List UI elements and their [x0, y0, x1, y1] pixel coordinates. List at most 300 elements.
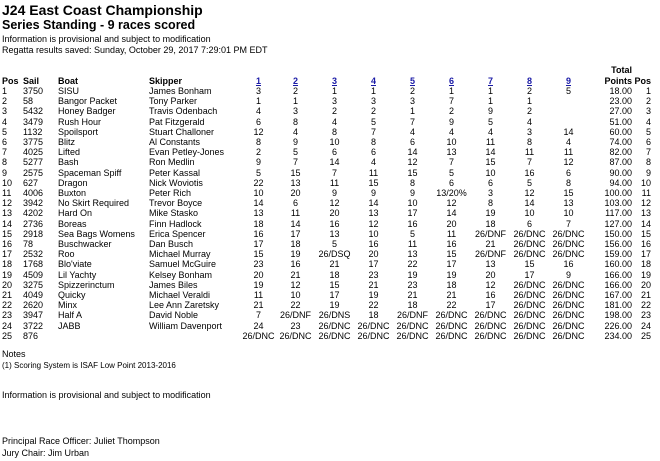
race-5-link[interactable]: 5 [409, 75, 415, 86]
cell-sail: 876 [23, 330, 39, 341]
cell-skipper: Trevor Boyce [149, 198, 203, 209]
cell-sail: 2620 [23, 300, 44, 311]
cell-pos: 24 [2, 320, 13, 331]
cell-pos-right: 22 [640, 300, 651, 311]
cell-race-2: 5 [292, 147, 298, 158]
cell-race-1: 22 [253, 177, 264, 188]
cell-race-5: 14 [407, 147, 418, 158]
cell-race-4: 23 [368, 269, 379, 280]
cell-total-points: 90.00 [609, 167, 632, 178]
cell-total-points: 159.00 [604, 249, 632, 260]
cell-boat: Blitz [58, 137, 76, 148]
cell-sail: 2575 [23, 167, 44, 178]
cell-boat: Minx [58, 300, 78, 311]
cell-race-5: 26/DNC [396, 320, 429, 331]
table-row [2, 127, 651, 137]
table-row [2, 300, 651, 310]
cell-race-8: 26/DNC [513, 239, 546, 250]
cell-skipper: Stuart Challoner [149, 126, 215, 137]
table-row [2, 96, 651, 106]
cell-pos-right: 18 [640, 259, 651, 270]
cell-race-1: 8 [255, 137, 261, 148]
cell-skipper: Ron Medlin [149, 157, 195, 168]
cell-race-3: 8 [331, 126, 337, 137]
notes-heading: Notes [2, 349, 26, 359]
cell-skipper: Mike Stasko [149, 208, 199, 219]
cell-race-5: 19 [407, 269, 418, 280]
table-row [2, 147, 651, 157]
cell-pos-right: 12 [640, 198, 651, 209]
cell-pos: 13 [2, 208, 13, 219]
cell-skipper: Michael Murray [149, 249, 211, 260]
cell-race-6: 16 [446, 239, 457, 250]
cell-race-2: 6 [292, 198, 298, 209]
cell-race-9 [549, 106, 588, 116]
cell-race-9: 8 [565, 177, 571, 188]
cell-pos-right: 5 [645, 126, 651, 137]
cell-race-5: 1 [409, 106, 415, 117]
cell-race-9: 26/DNC [552, 330, 585, 341]
col-header-pos: Pos [2, 75, 19, 86]
cell-race-2: 22 [290, 300, 301, 311]
cell-race-7: 20 [485, 269, 496, 280]
cell-race-4: 21 [368, 279, 379, 290]
cell-race-1: 5 [255, 167, 261, 178]
cell-race-6: 26/DNC [435, 320, 468, 331]
cell-sail: 3775 [23, 137, 44, 148]
cell-sail: 5277 [23, 157, 44, 168]
cell-skipper: Peter Kassal [149, 167, 201, 178]
cell-pos-right: 8 [645, 157, 651, 168]
cell-race-2: 17 [290, 228, 301, 239]
cell-race-1: 17 [253, 239, 264, 250]
total-label: Total [611, 65, 632, 75]
cell-race-4: 6 [370, 147, 376, 158]
table-row [2, 198, 651, 208]
cell-skipper: Nick Woviotis [149, 177, 203, 188]
cell-skipper: Kelsey Bonham [149, 269, 213, 280]
cell-sail: 627 [23, 177, 39, 188]
cell-race-7: 21 [485, 239, 496, 250]
cell-boat: Buschwacker [58, 239, 112, 250]
cell-race-6: 26/DNC [435, 310, 468, 321]
cell-race-9 [549, 117, 588, 127]
cell-sail: 3942 [23, 198, 44, 209]
cell-sail: 1132 [23, 126, 43, 137]
table-row [2, 137, 651, 147]
cell-pos-right: 9 [645, 167, 651, 178]
table-row [2, 157, 651, 167]
cell-pos-right: 16 [640, 239, 651, 250]
cell-total-points: 94.00 [609, 177, 632, 188]
cell-skipper: Travis Odenbach [149, 106, 218, 117]
cell-total-points: 18.00 [609, 86, 632, 96]
table-row [2, 168, 651, 178]
cell-race-6: 10 [446, 137, 457, 148]
table-row [2, 188, 651, 198]
cell-race-2: 3 [292, 106, 298, 117]
cell-race-5: 23 [407, 279, 418, 290]
cell-race-4: 7 [370, 126, 376, 137]
cell-skipper: Michael Veraldi [149, 290, 211, 301]
cell-race-4: 18 [368, 310, 379, 321]
cell-race-4: 20 [368, 249, 379, 260]
cell-race-3: 16 [329, 218, 340, 229]
cell-total-points: 166.00 [604, 279, 632, 290]
cell-race-7: 26/DNC [474, 320, 507, 331]
cell-pos: 4 [2, 116, 8, 127]
cell-race-8: 12 [524, 188, 535, 199]
cell-skipper: Pat Fitzgerald [149, 116, 205, 127]
cell-boat: Rush Hour [58, 116, 102, 127]
cell-race-7: 1 [487, 86, 493, 96]
cell-race-9 [549, 96, 588, 106]
cell-race-2: 1 [292, 96, 298, 107]
cell-race-4: 8 [370, 137, 376, 148]
cell-race-6: 18 [446, 279, 457, 290]
cell-race-4: 1 [370, 86, 376, 96]
col-header-pos-right: Pos [634, 75, 651, 86]
cell-race-6: 4 [448, 126, 454, 137]
cell-race-7: 26/DNC [474, 310, 507, 321]
table-row [2, 321, 651, 331]
cell-total-points: 226.00 [604, 320, 632, 331]
table-row [2, 270, 651, 280]
cell-sail: 4049 [23, 290, 44, 301]
cell-race-3: 10 [329, 137, 340, 148]
cell-pos: 7 [2, 147, 8, 158]
cell-race-8: 3 [526, 126, 532, 137]
cell-boat: JABB [58, 320, 81, 331]
cell-pos-right: 23 [640, 310, 651, 321]
cell-race-5: 3 [409, 96, 415, 107]
cell-race-6: 2 [448, 106, 454, 117]
cell-total-points: 127.00 [604, 218, 632, 229]
cell-race-4: 10 [368, 228, 379, 239]
cell-race-5: 8 [409, 177, 415, 188]
cell-boat: SISU [58, 86, 80, 96]
cell-race-9: 12 [563, 157, 574, 168]
cell-total-points: 166.00 [604, 269, 632, 280]
cell-race-7: 16 [485, 290, 496, 301]
cell-pos: 22 [2, 300, 13, 311]
cell-race-4: 15 [368, 177, 379, 188]
table-row [2, 106, 651, 116]
table-row [2, 117, 651, 127]
cell-pos: 19 [2, 269, 13, 280]
cell-race-1: 16 [253, 228, 264, 239]
cell-pos: 18 [2, 259, 13, 270]
table-row [2, 219, 651, 229]
cell-race-8: 26/DNC [513, 279, 546, 290]
col-header-sail: Sail [23, 75, 40, 86]
cell-race-3: 4 [331, 116, 337, 127]
cell-pos: 5 [2, 126, 8, 137]
cell-total-points: 82.00 [609, 147, 632, 158]
cell-sail: 78 [23, 239, 34, 250]
cell-sail: 4006 [23, 188, 44, 199]
cell-boat: Quicky [58, 290, 86, 301]
cell-race-5: 13 [407, 249, 418, 260]
cell-race-4: 14 [368, 198, 379, 209]
cell-race-3: 5 [331, 239, 337, 250]
cell-total-points: 150.00 [604, 228, 632, 239]
cell-pos-right: 14 [640, 218, 651, 229]
race-1-link[interactable]: 1 [255, 75, 261, 86]
cell-race-6: 14 [446, 208, 457, 219]
cell-race-1: 6 [255, 116, 261, 127]
cell-race-7: 26/DNC [474, 330, 507, 341]
cell-race-5: 11 [407, 239, 418, 250]
cell-race-3: 2 [331, 106, 337, 117]
cell-sail: 2918 [23, 228, 44, 239]
race-8-link[interactable]: 8 [526, 75, 532, 86]
cell-race-9: 5 [565, 86, 571, 96]
cell-race-8: 2 [526, 106, 532, 117]
provisional-notice-footer: Information is provisional and subject to modification [2, 390, 211, 400]
cell-race-9: 26/DNC [552, 279, 585, 290]
cell-skipper: Samuel McGuire [149, 259, 217, 270]
cell-total-points: 103.00 [604, 198, 632, 209]
cell-race-8: 4 [526, 116, 532, 127]
cell-race-7: 9 [487, 106, 493, 117]
cell-race-7: 12 [485, 279, 496, 290]
table-row [2, 86, 651, 96]
cell-pos-right: 19 [640, 269, 651, 280]
cell-pos: 17 [2, 249, 13, 260]
cell-boat: Spoilsport [58, 126, 99, 137]
cell-boat: Dragon [58, 177, 88, 188]
cell-pos: 20 [2, 279, 13, 290]
cell-skipper: James Bonham [149, 86, 212, 96]
cell-race-5: 5 [409, 228, 415, 239]
cell-race-4: 26/DNC [357, 330, 390, 341]
cell-race-1: 18 [253, 218, 264, 229]
cell-race-8: 26/DNC [513, 310, 546, 321]
cell-race-6: 9 [448, 116, 454, 127]
cell-race-2: 9 [292, 137, 298, 148]
cell-pos-right: 20 [640, 279, 651, 290]
cell-race-6: 20 [446, 218, 457, 229]
cell-race-4: 13 [368, 208, 379, 219]
race-2-link[interactable]: 2 [292, 75, 298, 86]
cell-race-3: 26/DNS [318, 310, 351, 321]
cell-skipper: James Biles [149, 279, 198, 290]
cell-skipper: Erica Spencer [149, 228, 206, 239]
cell-race-1: 19 [253, 279, 264, 290]
cell-race-1: 26/DNC [242, 330, 275, 341]
cell-race-9: 4 [565, 137, 571, 148]
cell-race-6: 7 [448, 157, 454, 168]
cell-skipper [149, 331, 241, 341]
table-row [2, 259, 651, 269]
cell-total-points: 198.00 [604, 310, 632, 321]
cell-pos: 2 [2, 96, 8, 107]
cell-pos: 25 [2, 330, 13, 341]
cell-race-7: 10 [485, 167, 496, 178]
cell-race-7: 4 [487, 126, 493, 137]
cell-race-8: 16 [524, 167, 535, 178]
cell-race-2: 26/DNF [279, 310, 311, 321]
cell-race-9: 15 [563, 188, 574, 199]
cell-race-9: 26/DNC [552, 249, 585, 260]
cell-race-1: 3 [255, 86, 261, 96]
cell-total-points: 87.00 [609, 157, 632, 168]
cell-pos: 21 [2, 290, 13, 301]
cell-race-8: 26/DNC [513, 320, 546, 331]
cell-race-3: 15 [329, 279, 340, 290]
cell-pos-right: 11 [641, 188, 651, 199]
cell-race-6: 15 [446, 249, 457, 260]
cell-race-2: 26/DNC [279, 330, 312, 341]
cell-pos-right: 3 [645, 106, 651, 117]
cell-race-3: 3 [331, 96, 337, 107]
cell-race-3: 9 [331, 188, 337, 199]
cell-race-7: 6 [487, 177, 493, 188]
cell-pos: 9 [2, 167, 8, 178]
cell-race-5: 10 [407, 198, 418, 209]
cell-race-8: 26/DNC [513, 290, 546, 301]
cell-race-4: 17 [368, 259, 379, 270]
race-6-link[interactable]: 6 [448, 75, 454, 86]
cell-total-points: 167.00 [604, 290, 632, 301]
cell-race-6: 13 [446, 147, 457, 158]
cell-race-2: 7 [292, 157, 298, 168]
cell-race-5: 9 [409, 188, 415, 199]
cell-race-7: 8 [487, 198, 493, 209]
cell-race-2: 19 [290, 249, 301, 260]
cell-race-6: 11 [446, 228, 457, 239]
cell-race-9: 13 [563, 198, 574, 209]
cell-race-4: 5 [370, 116, 376, 127]
cell-race-7: 17 [485, 300, 496, 311]
cell-race-2: 13 [290, 177, 301, 188]
cell-race-7: 26/DNF [474, 228, 506, 239]
cell-pos-right: 13 [640, 208, 651, 219]
principal-race-officer: Principal Race Officer: Juliet Thompson [2, 436, 160, 446]
cell-race-4: 16 [368, 239, 379, 250]
table-row [2, 249, 651, 259]
cell-race-5: 4 [409, 126, 415, 137]
cell-race-2: 20 [290, 188, 301, 199]
race-9-link[interactable]: 9 [565, 75, 571, 86]
jury-chair: Jury Chair: Jim Urban [2, 448, 90, 458]
cell-boat: Lifted [58, 147, 81, 158]
race-3-link[interactable]: 3 [331, 75, 337, 86]
cell-race-4: 26/DNC [357, 320, 390, 331]
cell-race-6: 7 [448, 96, 454, 107]
cell-race-1: 21 [253, 300, 264, 311]
col-header-race-8 [510, 65, 549, 86]
cell-total-points: 27.00 [609, 106, 632, 117]
cell-skipper: Lee Ann Zaretsky [149, 300, 220, 311]
cell-race-9: 26/DNC [552, 228, 585, 239]
cell-boat: Bangor Packet [58, 96, 118, 107]
race-7-link[interactable]: 7 [487, 75, 493, 86]
cell-race-1: 2 [255, 147, 261, 158]
cell-skipper: Peter Rich [149, 188, 192, 199]
cell-race-1: 12 [253, 126, 264, 137]
cell-race-9: 7 [565, 218, 571, 229]
series-subtitle: Series Standing - 9 races scored [2, 18, 196, 32]
col-header-boat: Boat [58, 75, 78, 86]
results-body [2, 86, 651, 341]
cell-total-points: 60.00 [609, 126, 632, 137]
cell-pos: 8 [2, 157, 8, 168]
page-title: J24 East Coast Championship [2, 2, 203, 18]
cell-race-6: 19 [446, 269, 457, 280]
cell-race-8: 7 [526, 157, 532, 168]
cell-race-8: 5 [526, 177, 532, 188]
saved-timestamp: Regatta results saved: Sunday, October 29, 2017 7:29:01 PM EDT [2, 45, 268, 55]
cell-total-points: 100.00 [604, 188, 632, 199]
cell-race-8: 1 [526, 96, 532, 107]
cell-race-5: 21 [407, 290, 418, 301]
cell-sail: 1768 [23, 259, 44, 270]
cell-boat: Buxton [58, 188, 87, 199]
cell-race-6: 21 [446, 290, 457, 301]
cell-pos: 12 [2, 198, 13, 209]
cell-boat: Lil Yachty [58, 269, 97, 280]
cell-sail: 4509 [23, 269, 44, 280]
cell-race-8: 11 [524, 147, 535, 158]
cell-pos: 6 [2, 137, 8, 148]
cell-sail: 3275 [23, 279, 44, 290]
cell-total-points: 234.00 [604, 330, 632, 341]
cell-race-5: 6 [409, 137, 415, 148]
cell-race-5: 2 [409, 86, 415, 96]
scoring-note: (1) Scoring System is ISAF Low Point 2013-2016 [2, 361, 176, 370]
cell-pos: 3 [2, 106, 8, 117]
cell-race-4: 3 [370, 96, 376, 107]
cell-race-6: 1 [448, 86, 454, 96]
cell-total-points: 156.00 [604, 239, 632, 250]
cell-sail: 3722 [23, 320, 44, 331]
cell-sail: 4025 [23, 147, 44, 158]
col-header-skipper: Skipper [149, 75, 183, 86]
cell-boat: Sea Bags Womens [58, 228, 135, 239]
cell-race-6: 5 [448, 167, 454, 178]
cell-race-3: 26/DNC [318, 330, 351, 341]
cell-race-2: 18 [290, 239, 301, 250]
cell-skipper: Finn Hadlock [149, 218, 202, 229]
cell-race-1: 7 [255, 310, 261, 321]
provisional-notice: Information is provisional and subject to modification [2, 34, 211, 44]
col-header-race-5 [393, 65, 432, 86]
cell-pos-right: 15 [640, 228, 651, 239]
cell-race-4: 4 [370, 157, 376, 168]
cell-race-7: 26/DNF [474, 249, 506, 260]
cell-race-7: 5 [487, 116, 493, 127]
cell-race-3: 14 [329, 157, 340, 168]
cell-race-2: 21 [290, 269, 301, 280]
cell-race-2: 11 [290, 208, 301, 219]
cell-race-1: 4 [255, 106, 261, 117]
cell-race-8: 8 [526, 137, 532, 148]
cell-race-2: 23 [290, 320, 301, 331]
cell-race-8: 26/DNC [513, 228, 546, 239]
cell-race-9: 6 [565, 167, 571, 178]
cell-sail: 2532 [23, 249, 44, 260]
cell-pos-right: 25 [640, 330, 651, 341]
cell-race-9: 16 [563, 259, 574, 270]
cell-race-6: 26/DNC [435, 330, 468, 341]
cell-boat: Roo [58, 249, 75, 260]
race-4-link[interactable]: 4 [370, 75, 376, 86]
cell-boat: Honey Badger [58, 106, 116, 117]
cell-race-4: 22 [368, 300, 379, 311]
cell-race-5: 26/DNF [396, 310, 428, 321]
